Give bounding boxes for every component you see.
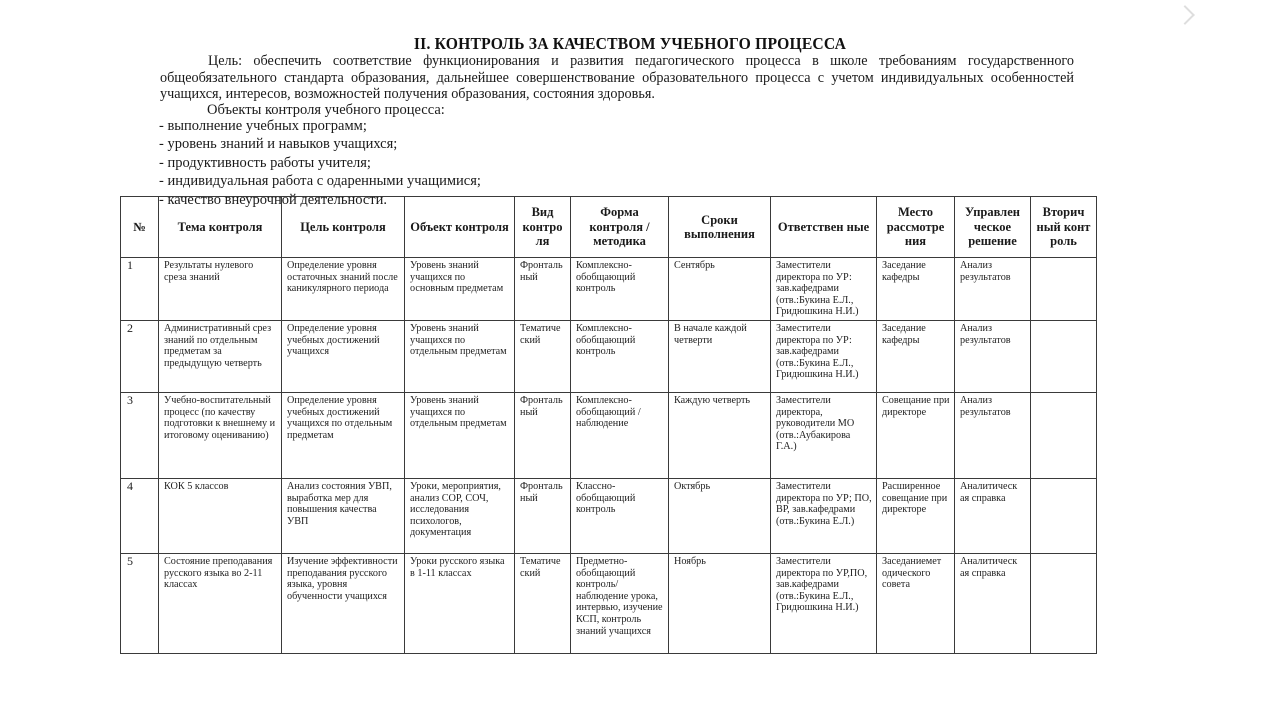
cell-place: Заседание кафедры [877, 258, 955, 321]
cell-secondary [1031, 554, 1097, 654]
cell-goal: Определение уровня учебных достижений учащихся [282, 321, 405, 393]
cell-deadline: Каждую четверть [669, 393, 771, 479]
cell-number: 5 [121, 554, 159, 654]
cell-number: 2 [121, 321, 159, 393]
cell-decision: Аналитическ ая справка [955, 554, 1031, 654]
cell-place: Заседание кафедры [877, 321, 955, 393]
cell-type: Фронталь ный [515, 258, 571, 321]
cell-goal: Определение уровня остаточных знаний после каникулярного периода [282, 258, 405, 321]
cell-type: Тематиче ский [515, 554, 571, 654]
header-deadline: Сроки выполнения [669, 197, 771, 258]
cell-goal: Изучение эффективности преподавания русского языка, уровня обученности учащихся [282, 554, 405, 654]
cell-form: Комплексно-обобщающий /наблюдение [571, 393, 669, 479]
table-row [121, 321, 1097, 393]
objects-list-item: - уровень знаний и навыков учащихся; [159, 136, 398, 153]
header-form: Форма контроля / методика [571, 197, 669, 258]
objects-list-item: - качество внеурочной деятельности. [159, 191, 387, 208]
objects-heading: Объекты контроля учебного процесса: [207, 102, 445, 118]
cell-place: Расширенное совещание при директоре [877, 479, 955, 554]
cell-responsible: Заместители директора по УР: зав.кафедрами (отв.:Букина Е.Л., Гридюшкина Н.И.) [771, 321, 877, 393]
cell-responsible: Заместители директора по УР; ПО, ВР, зав.кафедрами (отв.:Букина Е.Л.) [771, 479, 877, 554]
header-responsible: Ответствен ные [771, 197, 877, 258]
cell-type: Тематиче ский [515, 321, 571, 393]
cell-topic: КОК 5 классов [159, 479, 282, 554]
cell-secondary [1031, 393, 1097, 479]
header-number: № [121, 197, 159, 258]
cell-object: Уроки, мероприятия, анализ СОР, СОЧ, исследования психологов, документация [405, 479, 515, 554]
header-type: Вид контро ля [515, 197, 571, 258]
cell-object: Уровень знаний учащихся по отдельным предметам [405, 321, 515, 393]
section-title: II. КОНТРОЛЬ ЗА КАЧЕСТВОМ УЧЕБНОГО ПРОЦЕССА [413, 34, 847, 53]
header-secondary: Вторич ный конт роль [1031, 197, 1097, 258]
cell-type: Фронталь ный [515, 479, 571, 554]
cell-goal: Определение уровня учебных достижений учащихся по отдельным предметам [282, 393, 405, 479]
table-row [121, 479, 1097, 554]
cell-object: Уровень знаний учащихся по основным предметам [405, 258, 515, 321]
header-place: Место рассмотре ния [877, 197, 955, 258]
table-header-row [121, 197, 1097, 258]
cell-secondary [1031, 258, 1097, 321]
cell-decision: Анализ результатов [955, 321, 1031, 393]
table-row [121, 258, 1097, 321]
cell-form: Предметно-обобщающий контроль/ наблюдение урока, интервью, изучение КСП, контроль знаний учащихся [571, 554, 669, 654]
cell-place: Совещание при директоре [877, 393, 955, 479]
header-goal: Цель контроля [282, 197, 405, 258]
cell-decision: Аналитическ ая справка [955, 479, 1031, 554]
cell-deadline: В начале каждой четверти [669, 321, 771, 393]
cell-topic: Административный срез знаний по отдельным предметам за предыдущую четверть [159, 321, 282, 393]
scan-artifact-mark [1175, 5, 1195, 25]
cell-topic: Результаты нулевого среза знаний [159, 258, 282, 321]
table-row [121, 554, 1097, 654]
cell-number: 3 [121, 393, 159, 479]
objects-list-item: - выполнение учебных программ; [159, 118, 367, 134]
cell-deadline: Сентябрь [669, 258, 771, 321]
cell-type: Фронталь ный [515, 393, 571, 479]
header-object: Объект контроля [405, 197, 515, 258]
cell-form: Классно-обобщающий контроль [571, 479, 669, 554]
table-row [121, 393, 1097, 479]
cell-object: Уроки русского языка в 1-11 классах [405, 554, 515, 654]
cell-responsible: Заместители директора по УР: зав.кафедрами (отв.:Букина Е.Л., Гридюшкина Н.И.) [771, 258, 877, 321]
cell-form: Комплексно-обобщающий контроль [571, 258, 669, 321]
cell-responsible: Заместители директора по УР,ПО, зав.кафедрами (отв.:Букина Е.Л., Гридюшкина Н.И.) [771, 554, 877, 654]
cell-secondary [1031, 479, 1097, 554]
cell-responsible: Заместители директора, руководители МО (отв.:Аубакирова Г.А.) [771, 393, 877, 479]
cell-deadline: Ноябрь [669, 554, 771, 654]
cell-topic: Учебно-воспитательный процесс (по качеству подготовки к внешнему и итоговому оцениванию) [159, 393, 282, 479]
cell-secondary [1031, 321, 1097, 393]
goal-paragraph: Цель: обеспечить соответствие функционирования и развития педагогического процесса в школе требованиям государственного общеобязательного стандарта образования, дальнейшее совершенствование образовательного процесса с учетом индивидуальных особенностей учащихся, интересов, возможностей получения образования, состояния здоровья. [160, 53, 1074, 102]
cell-object: Уровень знаний учащихся по отдельным предметам [405, 393, 515, 479]
header-decision: Управлен ческое решение [955, 197, 1031, 258]
cell-place: Заседаниемет одического совета [877, 554, 955, 654]
cell-topic: Состояние преподавания русского языка во 2-11 классах [159, 554, 282, 654]
objects-list-item: - продуктивность работы учителя; [159, 154, 371, 171]
cell-number: 1 [121, 258, 159, 321]
cell-deadline: Октябрь [669, 479, 771, 554]
cell-goal: Анализ состояния УВП, выработка мер для повышения качества УВП [282, 479, 405, 554]
cell-number: 4 [121, 479, 159, 554]
cell-form: Комплексно-обобщающий контроль [571, 321, 669, 393]
cell-decision: Анализ результатов [955, 393, 1031, 479]
control-plan-table [120, 196, 1097, 654]
header-topic: Тема контроля [159, 197, 282, 258]
cell-decision: Анализ результатов [955, 258, 1031, 321]
objects-list-item: - индивидуальная работа с одаренными учащимися; [159, 173, 481, 190]
